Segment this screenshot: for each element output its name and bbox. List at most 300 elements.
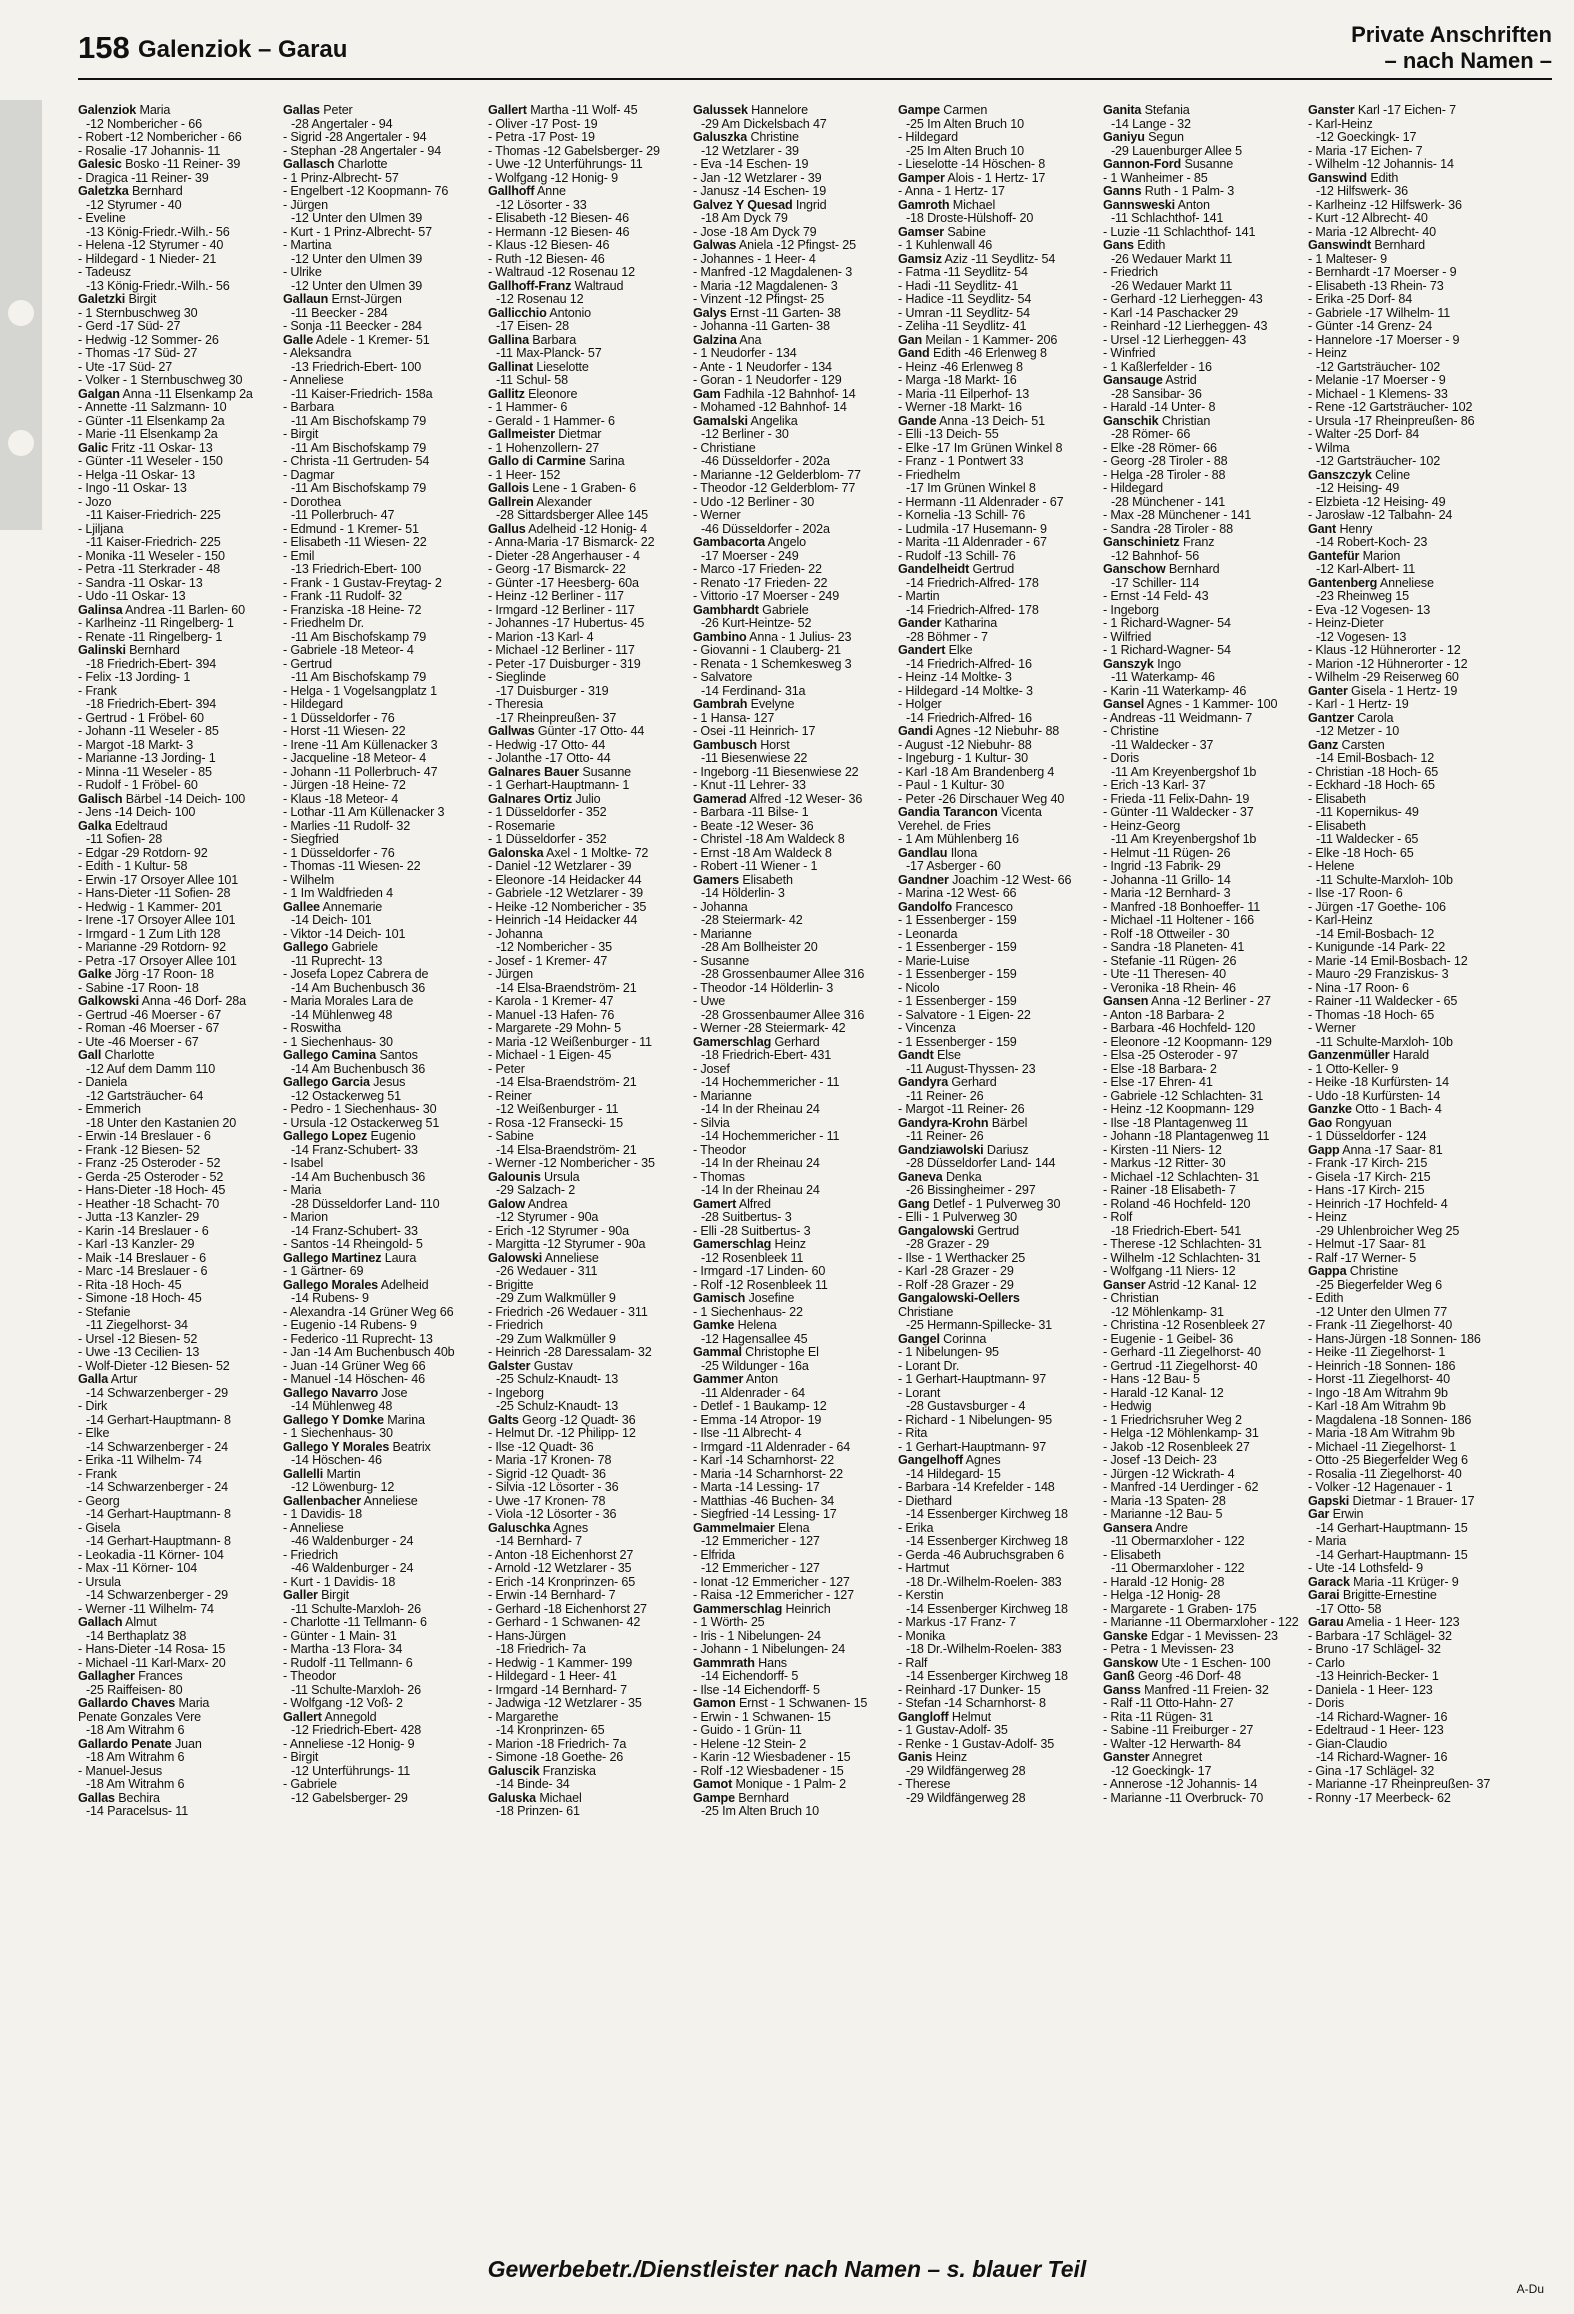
entry-detail: Susanne bbox=[579, 765, 632, 779]
entry-line: -25 Im Alten Bruch 10 bbox=[906, 117, 1024, 131]
entry-line: - 1 Richard-Wagner- 54 bbox=[1103, 617, 1231, 630]
entry-line: - Anneliese -12 Honig- 9 bbox=[283, 1737, 415, 1751]
entry-surname: Gammerschlag bbox=[693, 1602, 783, 1616]
entry-line: - Helena -12 Styrumer - 40 bbox=[78, 239, 224, 252]
entry-line: - Leonarda bbox=[898, 927, 958, 941]
entry-detail: Anneliese bbox=[1377, 576, 1434, 590]
entry-line: - Birgit bbox=[283, 428, 319, 441]
entry-line: -28 Angertaler - 94 bbox=[291, 117, 393, 131]
entry-detail: Axel - 1 Moltke- 72 bbox=[543, 846, 649, 860]
entry-surname-line bbox=[78, 1373, 286, 1387]
entry-line: - Ilse -11 Albrecht- 4 bbox=[693, 1427, 802, 1440]
entry-line: - Erwin -14 Breslauer - 6 bbox=[78, 1130, 211, 1143]
entry-detail: Almut bbox=[122, 1616, 157, 1629]
entry-line: - Christa -11 Gertruden- 54 bbox=[283, 455, 430, 468]
entry-line: - Matthias -46 Buchen- 34 bbox=[693, 1494, 835, 1508]
entry-line: -12 Gartsträucher- 102 bbox=[1316, 360, 1441, 374]
entry-line: -14 Binde- 34 bbox=[496, 1778, 570, 1791]
entry-surname: Gammal bbox=[693, 1346, 742, 1359]
entry-detail: Marion bbox=[1359, 549, 1401, 563]
entry-detail: Anna - 1 Julius- 23 bbox=[746, 630, 852, 644]
entry-line: - Irmgard - 1 Zum Lith 128 bbox=[78, 927, 221, 941]
entry-line: - Maria -17 Kronen- 78 bbox=[488, 1454, 612, 1467]
entry-line: -11 Kaiser-Friedrich- 225 bbox=[86, 509, 221, 522]
entry-detail: Christophe El bbox=[741, 1346, 819, 1359]
entry-line: -25 Raiffeisen- 80 bbox=[86, 1683, 183, 1697]
entry-line: - Ilse -17 Roon- 6 bbox=[1308, 887, 1403, 900]
entry-line: - Hildegard bbox=[898, 131, 958, 144]
entry-line: - Marianne bbox=[693, 1089, 752, 1103]
entry-line: - Maria Morales Lara de bbox=[283, 995, 414, 1008]
entry-surname: Gallitz bbox=[488, 387, 525, 401]
entry-surname-line bbox=[693, 1792, 901, 1806]
entry-line: - Heinz -12 Berliner - 117 bbox=[488, 590, 624, 603]
entry-line: - Elisabeth -11 Wiesen- 22 bbox=[283, 536, 427, 549]
entry-detail: Adele - 1 Kremer- 51 bbox=[313, 333, 430, 347]
entry-line: -11 Max-Planck- 57 bbox=[496, 347, 602, 360]
entry-line: - Rosalia -11 Ziegelhorst- 40 bbox=[1308, 1467, 1462, 1481]
entry-surname-line bbox=[898, 1144, 1106, 1158]
entry-detail: Fritz -11 Oskar- 13 bbox=[108, 441, 213, 455]
entry-line: - Johann -11 Pollerbruch- 47 bbox=[283, 765, 438, 779]
entry-detail: Henry bbox=[1336, 522, 1373, 536]
entry-surname: Galetzki bbox=[78, 293, 126, 306]
entry-surname-line bbox=[488, 280, 696, 294]
entry-surname-line bbox=[693, 1373, 901, 1387]
entry-line: Penate Gonzales Vere bbox=[78, 1710, 202, 1724]
entry-line: - Rosalie -17 Johannis- 11 bbox=[78, 144, 221, 158]
entry-detail: Franziska bbox=[539, 1764, 596, 1778]
entry-detail: Bernhard bbox=[128, 185, 183, 198]
entry-detail: Dietmar - 1 Brauer- 17 bbox=[1349, 1494, 1475, 1508]
entry-line: -12 Unter den Ulmen 39 bbox=[291, 212, 423, 225]
entry-line: - Sabine bbox=[488, 1130, 534, 1143]
entry-line: -11 Am Kreyenbergshof 1b bbox=[1111, 833, 1257, 846]
entry-detail: Karl -17 Eichen- 7 bbox=[1354, 104, 1456, 117]
entry-line: - 1 Essenberger - 159 bbox=[898, 914, 1017, 927]
entry-line: - Heinz-Dieter bbox=[1308, 617, 1384, 630]
entry-line: - Helene bbox=[1308, 860, 1355, 873]
entry-line: - Eveline bbox=[78, 212, 126, 225]
entry-line: - Kirsten -11 Niers- 12 bbox=[1103, 1143, 1222, 1157]
entry-line: - Marc -14 Breslauer - 6 bbox=[78, 1265, 208, 1278]
entry-surname-line bbox=[78, 1616, 286, 1630]
entry-line: -14 Hölderlin- 3 bbox=[701, 887, 785, 900]
entry-line: - Lorant Dr. bbox=[898, 1359, 960, 1373]
entry-line: -11 Beecker - 284 bbox=[291, 306, 388, 320]
entry-line: - 1 Gärtner- 69 bbox=[283, 1265, 364, 1278]
entry-surname: Gannon-Ford bbox=[1103, 158, 1182, 171]
entry-line: - 1 Essenberger - 159 bbox=[898, 941, 1017, 954]
entry-surname-line bbox=[1308, 1103, 1516, 1117]
entry-surname-line bbox=[898, 1117, 1106, 1131]
entry-line: - Gerda -46 Aubruchsgraben 6 bbox=[898, 1548, 1064, 1562]
entry-detail: Jose bbox=[378, 1386, 408, 1400]
entry-surname: Galonska bbox=[488, 846, 544, 860]
entry-line: - Karl-Heinz bbox=[1308, 914, 1373, 927]
entry-surname: Galts bbox=[488, 1413, 519, 1427]
entry-detail: Lene - 1 Graben- 6 bbox=[528, 482, 637, 495]
entry-surname-line bbox=[1308, 469, 1516, 483]
entry-line: -28 Böhmer - 7 bbox=[906, 630, 988, 644]
entry-line: - Raisa -12 Emmericher - 127 bbox=[693, 1589, 854, 1602]
entry-surname: Galesic bbox=[78, 158, 122, 171]
entry-line: -11 Sofien- 28 bbox=[86, 833, 163, 846]
entry-line: - Christina -12 Rosenbleek 27 bbox=[1103, 1319, 1266, 1332]
entry-line: - Edmund - 1 Kremer- 51 bbox=[283, 522, 419, 536]
entry-line: -18 Dr.-Wilhelm-Roelen- 383 bbox=[906, 1643, 1062, 1656]
entry-line: - Ursula -17 Rheinpreußen- 86 bbox=[1308, 414, 1475, 428]
entry-line: - Irmgard -14 Bernhard- 7 bbox=[488, 1683, 628, 1697]
entry-line: - Hans-Dieter -18 Hoch- 45 bbox=[78, 1184, 226, 1197]
entry-line: - Roman -46 Moerser - 67 bbox=[78, 1022, 220, 1035]
entry-line: - Wolfgang -12 Voß- 2 bbox=[283, 1697, 403, 1710]
entry-line: - Josef - 1 Kremer- 47 bbox=[488, 954, 608, 968]
entry-line: - Karola - 1 Kremer- 47 bbox=[488, 995, 614, 1008]
entry-line: - Karlheinz -12 Hilfswerk- 36 bbox=[1308, 198, 1462, 212]
entry-line: - Siegfried -14 Lessing- 17 bbox=[693, 1508, 837, 1521]
entry-line: - Tadeusz bbox=[78, 266, 132, 279]
entry-line: -11 Am Bischofskamp 79 bbox=[291, 414, 427, 428]
entry-detail: Georg -46 Dorf- 48 bbox=[1134, 1670, 1241, 1683]
entry-line: -18 Friedrich-Ebert- 431 bbox=[701, 1049, 832, 1062]
entry-line: - Hadice -11 Seydlitz- 54 bbox=[898, 293, 1032, 306]
entry-line: -11 Pollerbruch- 47 bbox=[291, 509, 395, 522]
entry-line: - Marion bbox=[283, 1211, 328, 1224]
entry-detail: Amelia - 1 Heer- 123 bbox=[1343, 1616, 1460, 1629]
entry-detail: Agnes - 1 Kammer- 100 bbox=[1144, 698, 1278, 711]
entry-line: -11 Kaiser-Friedrich- 225 bbox=[86, 536, 221, 549]
directory-column-2 bbox=[283, 104, 491, 2252]
entry-line: - Anneliese bbox=[283, 1521, 344, 1535]
entry-line: - Felix -13 Jording- 1 bbox=[78, 671, 191, 684]
entry-surname: Ganns bbox=[1103, 185, 1142, 198]
entry-line: - 1 Siechenhaus- 30 bbox=[283, 1035, 393, 1049]
entry-line: - Ralf bbox=[898, 1656, 928, 1670]
entry-line: - Rita bbox=[898, 1427, 928, 1440]
entry-line: - Hartmut bbox=[898, 1562, 950, 1575]
entry-line: - Marianne -29 Rotdorn- 92 bbox=[78, 941, 226, 954]
entry-line: - 1 Richard-Wagner- 54 bbox=[1103, 644, 1231, 657]
entry-line: - Werner bbox=[1308, 1022, 1356, 1035]
entry-detail: Anna -11 Elsenkamp 2a bbox=[119, 387, 253, 401]
thumb-index-tab bbox=[0, 100, 42, 530]
entry-line: - Hans-Jürgen bbox=[488, 1629, 566, 1643]
entry-surname-line bbox=[693, 1778, 901, 1792]
entry-line: - Friedhelm Dr. bbox=[283, 617, 365, 630]
entry-surname: Galwas bbox=[693, 239, 737, 252]
entry-line: - 1 Heer- 152 bbox=[488, 468, 561, 482]
entry-line: - August -12 Niebuhr- 88 bbox=[898, 738, 1032, 752]
entry-detail: Peter bbox=[319, 104, 353, 117]
entry-surname-line bbox=[283, 293, 491, 307]
entry-surname: Ganster bbox=[1103, 1751, 1150, 1764]
entry-surname: Galle bbox=[283, 333, 314, 347]
entry-surname: Gallinat bbox=[488, 360, 533, 374]
entry-surname-line bbox=[898, 226, 1106, 240]
entry-line: - Uwe -13 Cecilien- 13 bbox=[78, 1346, 200, 1359]
entry-line: - Karin -11 Waterkamp- 46 bbox=[1103, 684, 1247, 698]
entry-line: -14 Gerhart-Hauptmann- 15 bbox=[1316, 1548, 1468, 1562]
entry-surname-line bbox=[1308, 1495, 1516, 1509]
entry-surname: Gantenberg bbox=[1308, 576, 1378, 590]
entry-line: -25 Wildunger - 16a bbox=[701, 1359, 809, 1373]
entry-line: - 1 Neudorfer - 134 bbox=[693, 347, 797, 360]
entry-detail: Francesco bbox=[952, 900, 1013, 914]
entry-line: -12 Lösorter - 33 bbox=[496, 198, 587, 212]
entry-line: - Bernhardt -17 Moerser - 9 bbox=[1308, 266, 1457, 279]
entry-line: - Heinrich -28 Daressalam- 32 bbox=[488, 1346, 652, 1359]
entry-detail: Heinz bbox=[771, 1238, 806, 1251]
entry-detail: Anneliese bbox=[361, 1494, 418, 1508]
entry-detail: Anna -12 Berliner - 27 bbox=[1148, 995, 1271, 1008]
entry-line: - Dieter -28 Angerhauser - 4 bbox=[488, 549, 640, 563]
entry-line: -11 Waldecker - 37 bbox=[1111, 738, 1214, 752]
entry-line: - Salvatore bbox=[693, 671, 753, 684]
entry-line: - Maria -14 Scharnhorst- 22 bbox=[693, 1467, 843, 1481]
entry-surname-line bbox=[1103, 1751, 1311, 1765]
entry-line: -28 Steiermark- 42 bbox=[701, 914, 803, 927]
entry-surname: Gallert bbox=[283, 1710, 322, 1724]
entry-line: - Johanna bbox=[693, 900, 748, 914]
entry-line: - Frank -11 Rudolf- 32 bbox=[283, 590, 402, 603]
entry-line: - Rolf -28 Grazer - 29 bbox=[898, 1278, 1014, 1292]
entry-line: - Michael -12 Schlachten- 31 bbox=[1103, 1170, 1260, 1184]
entry-surname: Gangalowski bbox=[898, 1224, 975, 1238]
entry-line: - Ulrike bbox=[283, 266, 322, 279]
entry-line: -13 König-Friedr.-Wilh.- 56 bbox=[86, 225, 230, 239]
entry-surname: Gampe bbox=[693, 1791, 735, 1805]
entry-surname: Gamper bbox=[898, 171, 945, 185]
entry-line: - Michael -11 Karl-Marx- 20 bbox=[78, 1656, 226, 1670]
entry-line: - Ute -14 Lothsfeld- 9 bbox=[1308, 1562, 1424, 1575]
entry-line: -12 Friedrich-Ebert- 428 bbox=[291, 1724, 422, 1737]
entry-surname: Gandlau bbox=[898, 846, 948, 860]
entry-line: - 1 Hohenzollern- 27 bbox=[488, 441, 600, 455]
entry-surname-line bbox=[693, 698, 901, 712]
entry-line: - 1 Gustav-Adolf- 35 bbox=[898, 1724, 1008, 1737]
entry-surname-line bbox=[898, 347, 1106, 361]
entry-line: - Erika -25 Dorf- 84 bbox=[1308, 293, 1413, 306]
entry-surname-line bbox=[78, 1738, 286, 1752]
entry-line: - Helga -11 Oskar- 13 bbox=[78, 468, 196, 482]
entry-line: - Alexandra -14 Grüner Weg 66 bbox=[283, 1305, 454, 1319]
entry-line: - Gerd -17 Süd- 27 bbox=[78, 320, 181, 333]
entry-line: - Thomas -12 Gabelsberger- 29 bbox=[488, 144, 660, 158]
entry-surname: Galler bbox=[283, 1589, 318, 1602]
entry-line: -11 Schulte-Marxloh- 10b bbox=[1316, 1035, 1453, 1049]
entry-line: - Klaus -12 Biesen- 46 bbox=[488, 239, 610, 252]
entry-line: - Walter -12 Herwarth- 84 bbox=[1103, 1737, 1241, 1751]
entry-detail: Heinz bbox=[932, 1751, 968, 1764]
entry-line: -29 Am Dickelsbach 47 bbox=[701, 117, 827, 131]
entry-line: - Kurt - 1 Davidis- 18 bbox=[283, 1575, 396, 1589]
entry-line: -46 Düsseldorfer - 202a bbox=[701, 522, 830, 536]
entry-line: - Frank bbox=[78, 1467, 117, 1481]
entry-detail: Manfred -11 Freien- 32 bbox=[1140, 1683, 1269, 1697]
entry-line: - Hannelore -17 Moerser - 9 bbox=[1308, 333, 1460, 347]
entry-line: - Jan -14 Am Buchenbusch 40b bbox=[283, 1346, 455, 1359]
entry-line: - Ingrid -13 Fabrik- 29 bbox=[1103, 860, 1221, 873]
entry-line: - Gisela -17 Kirch- 215 bbox=[1308, 1170, 1431, 1184]
entry-surname: Gapp bbox=[1308, 1143, 1340, 1157]
entry-line: - Heinz bbox=[1308, 1211, 1347, 1224]
entry-line: - Karl - 1 Hertz- 19 bbox=[1308, 698, 1409, 711]
entry-line: - 1 Hansa- 127 bbox=[693, 711, 775, 725]
entry-surname-line bbox=[898, 172, 1106, 186]
entry-line: - Marie -14 Emil-Bosbach- 12 bbox=[1308, 954, 1468, 968]
entry-line: - Frieda -11 Felix-Dahn- 19 bbox=[1103, 792, 1250, 806]
entry-line: - Ute -46 Moerser - 67 bbox=[78, 1035, 199, 1049]
entry-line: - Doris bbox=[1308, 1697, 1345, 1710]
entry-line: - Heinz-Georg bbox=[1103, 819, 1181, 833]
entry-line: -14 Mühlenweg 48 bbox=[291, 1400, 393, 1413]
entry-surname-line bbox=[283, 1049, 491, 1063]
entry-detail: Katharina bbox=[941, 617, 998, 630]
entry-detail: Alexander bbox=[533, 495, 592, 509]
entry-line: - Rainer -11 Waldecker - 65 bbox=[1308, 995, 1458, 1008]
entry-line: - Gabriele -12 Schlachten- 31 bbox=[1103, 1089, 1264, 1103]
entry-line: - Iris - 1 Nibelungen- 24 bbox=[693, 1629, 821, 1643]
header-rule bbox=[78, 78, 1552, 80]
entry-line: - Eckhard -18 Hoch- 65 bbox=[1308, 779, 1435, 792]
entry-line: Christiane bbox=[898, 1305, 954, 1319]
entry-line: - Hildegard - 1 Nieder- 21 bbox=[78, 252, 217, 266]
entry-line: -12 Nombericher - 35 bbox=[496, 941, 612, 954]
entry-detail: Birgit bbox=[125, 293, 157, 306]
entry-line: - Jürgen -17 Goethe- 106 bbox=[1308, 900, 1446, 914]
entry-line: - Helga -28 Tiroler - 88 bbox=[1103, 468, 1226, 482]
entry-surname: Gallego Navarro bbox=[283, 1386, 379, 1400]
entry-line: - Jutta -13 Kanzler- 29 bbox=[78, 1211, 200, 1224]
entry-line: -14 Bernhard- 7 bbox=[496, 1535, 582, 1548]
entry-line: - 1 Am Mühlenberg 16 bbox=[898, 833, 1019, 846]
entry-detail: Juan bbox=[171, 1737, 202, 1751]
entry-line: -29 Uhlenbroicher Weg 25 bbox=[1316, 1224, 1460, 1238]
entry-detail: Andrea -11 Barlen- 60 bbox=[122, 603, 245, 617]
entry-surname-line bbox=[488, 1252, 696, 1266]
entry-line: -12 Gartsträucher- 102 bbox=[1316, 455, 1441, 468]
entry-surname-line bbox=[283, 1495, 491, 1509]
entry-line: - Heinrich -14 Heidacker 44 bbox=[488, 914, 638, 927]
entry-surname-line bbox=[1308, 1144, 1516, 1158]
entry-line: -17 Im Grünen Winkel 8 bbox=[906, 482, 1036, 495]
entry-line: - Werner bbox=[693, 509, 741, 522]
entry-line: -11 Reiner- 26 bbox=[906, 1130, 984, 1143]
entry-line: -12 Wetzlarer - 39 bbox=[701, 144, 799, 158]
entry-line: - Mauro -29 Franziskus- 3 bbox=[1308, 968, 1449, 981]
entry-line: - Udo -12 Berliner - 30 bbox=[693, 495, 815, 509]
entry-surname: Galzina bbox=[693, 333, 737, 347]
entry-line: - Guido - 1 Grün- 11 bbox=[693, 1724, 802, 1737]
entry-surname-line bbox=[1103, 1630, 1311, 1644]
entry-surname: Galuscik bbox=[488, 1764, 540, 1778]
entry-line: -46 Düsseldorfer - 202a bbox=[701, 455, 830, 468]
entry-line: - Erich -14 Kronprinzen- 65 bbox=[488, 1575, 636, 1589]
entry-detail: Carsten bbox=[1338, 738, 1385, 752]
entry-line: - Gertrud bbox=[283, 657, 333, 671]
entry-line: -29 Lauenburger Allee 5 bbox=[1111, 144, 1242, 158]
entry-surname: Gandyra bbox=[898, 1076, 949, 1089]
entry-line: - Harald -12 Kanal- 12 bbox=[1103, 1386, 1224, 1400]
entry-line: -28 Grazer - 29 bbox=[906, 1238, 990, 1251]
entry-line: - Horst -11 Ziegelhorst- 40 bbox=[1308, 1373, 1450, 1386]
entry-line: - Sigrid -28 Angertaler - 94 bbox=[283, 131, 427, 144]
entry-surname: Gamert bbox=[693, 1197, 737, 1211]
entry-line: - Maria bbox=[283, 1184, 322, 1197]
entry-line: -14 Franz-Schubert- 33 bbox=[291, 1224, 418, 1238]
entry-line: - Elke -17 Im Grünen Winkel 8 bbox=[898, 441, 1063, 455]
entry-line: - Marga -18 Markt- 16 bbox=[898, 374, 1017, 387]
entry-line: - Friedrich bbox=[283, 1548, 339, 1562]
entry-line: - Hadi -11 Seydlitz- 41 bbox=[898, 279, 1019, 293]
entry-line: -14 Richard-Wagner- 16 bbox=[1316, 1710, 1448, 1724]
section-title-line-2: – nach Namen – bbox=[1384, 48, 1552, 73]
entry-line: -25 Schulz-Knaudt- 13 bbox=[496, 1400, 619, 1413]
entry-line: - Heather -18 Schacht- 70 bbox=[78, 1197, 220, 1211]
entry-line: -28 Grossenbaumer Allee 316 bbox=[701, 1008, 865, 1022]
entry-surname-line bbox=[1308, 685, 1516, 699]
entry-detail: Bernhard bbox=[1165, 563, 1220, 576]
entry-line: -18 Am Witrahm 6 bbox=[86, 1778, 185, 1791]
directory-column-4 bbox=[693, 104, 901, 2252]
entry-line: - Michael - 1 Klemens- 33 bbox=[1308, 387, 1448, 401]
entry-surname: Gambusch bbox=[693, 738, 757, 752]
entry-line: - Ute -11 Theresen- 40 bbox=[1103, 968, 1226, 981]
entry-line: - Hedwig - 1 Kammer- 199 bbox=[488, 1656, 633, 1670]
entry-line: - Rolf -12 Wiesbadener - 15 bbox=[693, 1764, 844, 1778]
entry-surname-line bbox=[488, 185, 696, 199]
entry-line: - Theodor bbox=[283, 1670, 337, 1683]
entry-surname: Gamerschlag bbox=[693, 1035, 772, 1049]
entry-line: - Emma -14 Atropor- 19 bbox=[693, 1413, 822, 1427]
entry-line: - Sandra -11 Oskar- 13 bbox=[78, 576, 203, 590]
entry-surname-line bbox=[1308, 550, 1516, 564]
entry-line: -28 Düsseldorfer Land- 110 bbox=[291, 1197, 440, 1211]
entry-surname-line bbox=[898, 104, 1106, 118]
entry-line: -12 Löwenburg- 12 bbox=[291, 1481, 395, 1494]
entry-surname-line bbox=[78, 158, 286, 172]
entry-line: -28 Sittardsberger Allee 145 bbox=[496, 509, 648, 522]
entry-line: - Johannes -17 Hubertus- 45 bbox=[488, 617, 645, 630]
entry-line: - Elli -28 Suitbertus- 3 bbox=[693, 1224, 811, 1238]
entry-line: -18 Droste-Hülshoff- 20 bbox=[906, 212, 1034, 225]
entry-line: - Oliver -17 Post- 19 bbox=[488, 117, 598, 131]
entry-surname-line bbox=[283, 1589, 491, 1603]
entry-line: - Georg -28 Tiroler - 88 bbox=[1103, 455, 1228, 468]
entry-line: - Barbara -46 Hochfeld- 120 bbox=[1103, 1022, 1256, 1035]
entry-line: - Erika -11 Wilhelm- 74 bbox=[78, 1454, 202, 1467]
directory-column-1 bbox=[78, 104, 286, 2252]
entry-line: - Andreas -11 Weidmann- 7 bbox=[1103, 711, 1253, 725]
entry-line: - Manuel -13 Hafen- 76 bbox=[488, 1008, 615, 1022]
entry-line: - Edeltraud - 1 Heer- 123 bbox=[1308, 1724, 1444, 1737]
entry-detail: Hannelore bbox=[747, 104, 808, 117]
entry-line: -14 Eichendorff- 5 bbox=[701, 1670, 799, 1683]
entry-line: -18 Dr.-Wilhelm-Roelen- 383 bbox=[906, 1575, 1062, 1589]
entry-line: - Ursel -12 Biesen- 52 bbox=[78, 1332, 198, 1346]
entry-surname-line bbox=[1103, 131, 1311, 145]
entry-line: -17 Asberger - 60 bbox=[906, 860, 1001, 873]
entry-line: - Elisabeth bbox=[1308, 819, 1366, 833]
entry-line: - Nina -17 Roon- 6 bbox=[1308, 981, 1409, 995]
entry-line: - Kerstin bbox=[898, 1589, 944, 1602]
entry-detail: Eugenio bbox=[367, 1130, 416, 1143]
entry-line: - Johanna -11 Garten- 38 bbox=[693, 320, 830, 333]
entry-line: - Stefanie -11 Rügen- 26 bbox=[1103, 954, 1237, 968]
entry-line: - Sandra -18 Planeten- 41 bbox=[1103, 941, 1245, 954]
entry-line: - Erich -12 Styrumer - 90a bbox=[488, 1224, 629, 1238]
